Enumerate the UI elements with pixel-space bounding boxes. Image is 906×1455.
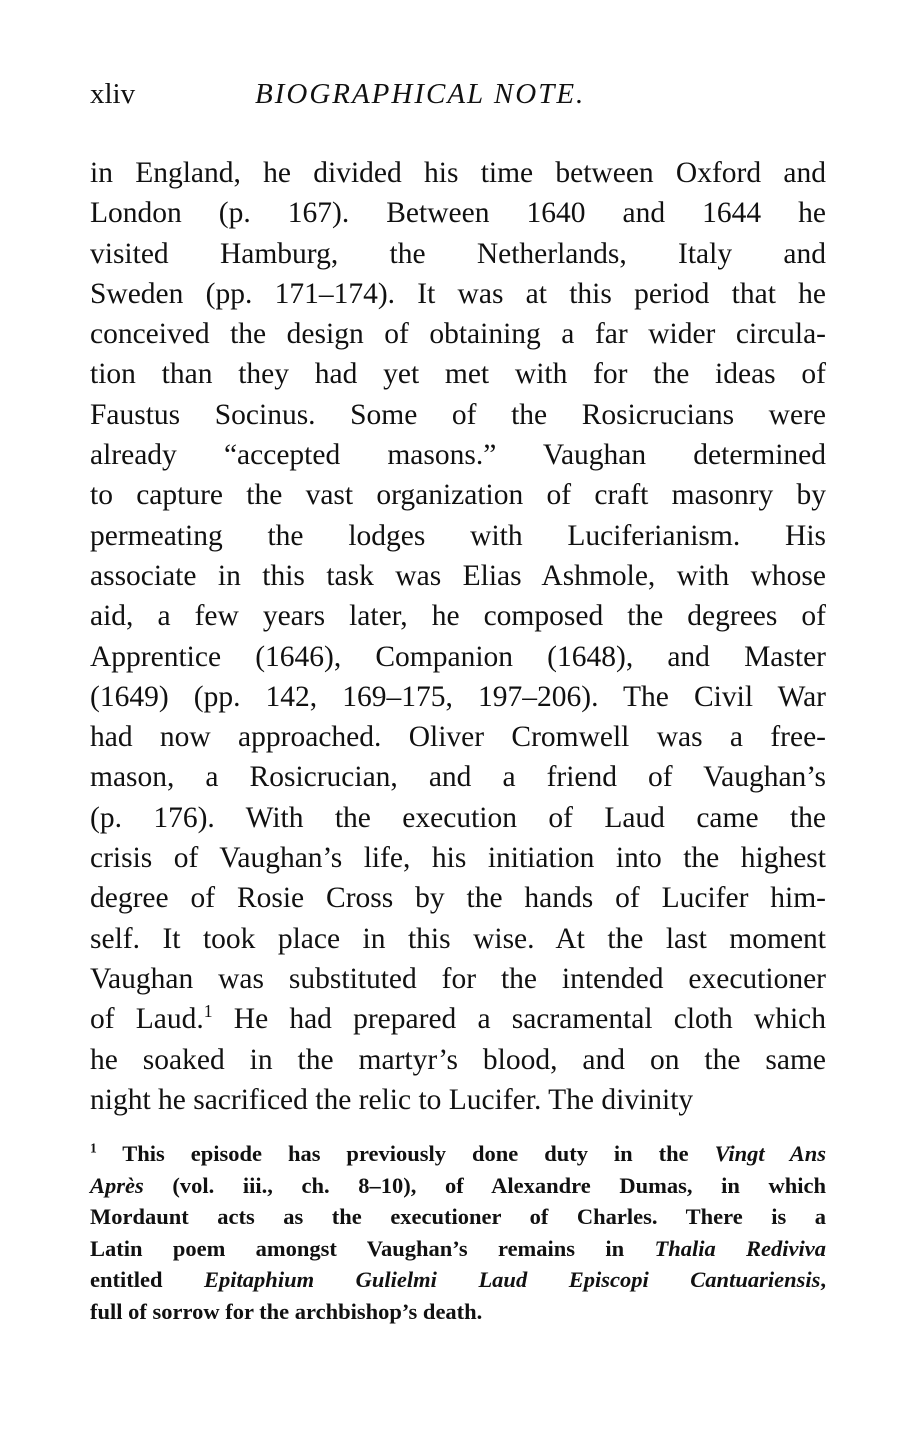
- body-line: [90, 999, 826, 1039]
- body-line: [90, 475, 826, 515]
- footnote-marker: 1: [203, 1001, 213, 1022]
- body-line: [90, 314, 826, 354]
- body-line: [90, 274, 826, 314]
- text-segment: aid, a few years later, he composed the degrees of: [90, 600, 826, 633]
- body-line: [90, 677, 826, 717]
- text-segment: Sweden (pp. 171–174). It was at this period that he: [90, 277, 826, 310]
- text-segment: of Laud.: [90, 1003, 204, 1036]
- body-line: [90, 1040, 826, 1080]
- page-header: [90, 78, 826, 118]
- text-segment: degree of Rosie Cross by the hands of Lucifer him-: [90, 882, 826, 915]
- body-line: [90, 435, 826, 475]
- body-line: [90, 757, 826, 797]
- text-segment: full of sorrow for the archbishop’s death.: [90, 1298, 483, 1324]
- footnote-marker: 1: [90, 1140, 97, 1156]
- body-line: [90, 556, 826, 596]
- text-segment: in England, he divided his time between Oxford and: [90, 157, 826, 189]
- body-line: [90, 395, 826, 435]
- italic-text: Après: [90, 1172, 144, 1198]
- text-segment: (p. 176). With the execution of Laud came the: [90, 801, 826, 834]
- footnote-line: [90, 1201, 826, 1233]
- text-segment: night he sacrificed the relic to Lucifer. The divinity: [90, 1083, 694, 1116]
- text-segment: to capture the vast organization of craft masonry by: [90, 479, 826, 512]
- page-number: xliv: [90, 78, 136, 110]
- text-segment: ,: [820, 1267, 826, 1293]
- text-segment: Mordaunt acts as the executioner of Charles. There is a: [90, 1204, 826, 1230]
- text-segment: crisis of Vaughan’s life, his initiation into the highest: [90, 842, 826, 875]
- body-line: [90, 717, 826, 757]
- text-segment: already “accepted masons.” Vaughan determined: [90, 439, 826, 472]
- body-line: [90, 596, 826, 636]
- text-segment: Faustus Socinus. Some of the Rosicrucians were: [90, 398, 826, 431]
- text-segment: (vol. iii., ch. 8–10), of Alexandre Dumas, in which: [143, 1172, 826, 1198]
- footnote: [90, 1138, 826, 1328]
- text-segment: entitled: [90, 1267, 205, 1293]
- body-line: [90, 153, 826, 193]
- text-segment: mason, a Rosicrucian, and a friend of Vaughan’s: [90, 761, 826, 794]
- text-segment: Latin poem amongst Vaughan’s remains in: [90, 1235, 655, 1261]
- text-segment: This episode has previously done duty in the: [96, 1141, 715, 1166]
- body-line: [90, 878, 826, 918]
- footnote-line: [90, 1296, 826, 1328]
- text-segment: had now approached. Oliver Cromwell was a free-: [90, 721, 826, 754]
- body-line: [90, 1080, 826, 1120]
- body-line: [90, 798, 826, 838]
- body-line: [90, 919, 826, 959]
- text-segment: associate in this task was Elias Ashmole, with whose: [90, 559, 826, 592]
- italic-text: Epitaphium Gulielmi Laud Episcopi Cantuariensis: [204, 1267, 821, 1293]
- text-segment: he soaked in the martyr’s blood, and on the same: [90, 1043, 826, 1076]
- body-line: [90, 838, 826, 878]
- footnote-line: [90, 1170, 826, 1202]
- text-segment: self. It took place in this wise. At the last moment: [90, 922, 826, 955]
- footnote-line: [90, 1233, 826, 1265]
- body-line: [90, 193, 826, 233]
- footnote-line: [90, 1264, 826, 1296]
- body-line: [90, 516, 826, 556]
- text-segment: tion than they had yet met with for the ideas of: [90, 358, 826, 391]
- text-segment: (1649) (pp. 142, 169–175, 197–206). The Civil War: [90, 680, 826, 713]
- body-line: [90, 637, 826, 677]
- text-segment: visited Hamburg, the Netherlands, Italy and: [90, 237, 826, 270]
- text-segment: Apprentice (1646), Companion (1648), and Master: [90, 640, 826, 673]
- body-line: [90, 354, 826, 394]
- text-segment: London (p. 167). Between 1640 and 1644 he: [90, 197, 826, 230]
- body-line: [90, 234, 826, 274]
- body-line: [90, 959, 826, 999]
- text-segment: Vaughan was substituted for the intended executioner: [90, 962, 826, 995]
- running-title: BIOGRAPHICAL NOTE.: [255, 78, 586, 110]
- text-segment: conceived the design of obtaining a far wider circula-: [90, 318, 826, 351]
- italic-text: Vingt Ans: [714, 1141, 826, 1166]
- italic-text: Thalia Rediviva: [654, 1235, 826, 1261]
- footnote-line: [90, 1138, 826, 1170]
- text-segment: permeating the lodges with Luciferianism. His: [90, 519, 826, 552]
- text-segment: He had prepared a sacramental cloth which: [212, 1003, 827, 1036]
- body-text: [90, 153, 826, 1120]
